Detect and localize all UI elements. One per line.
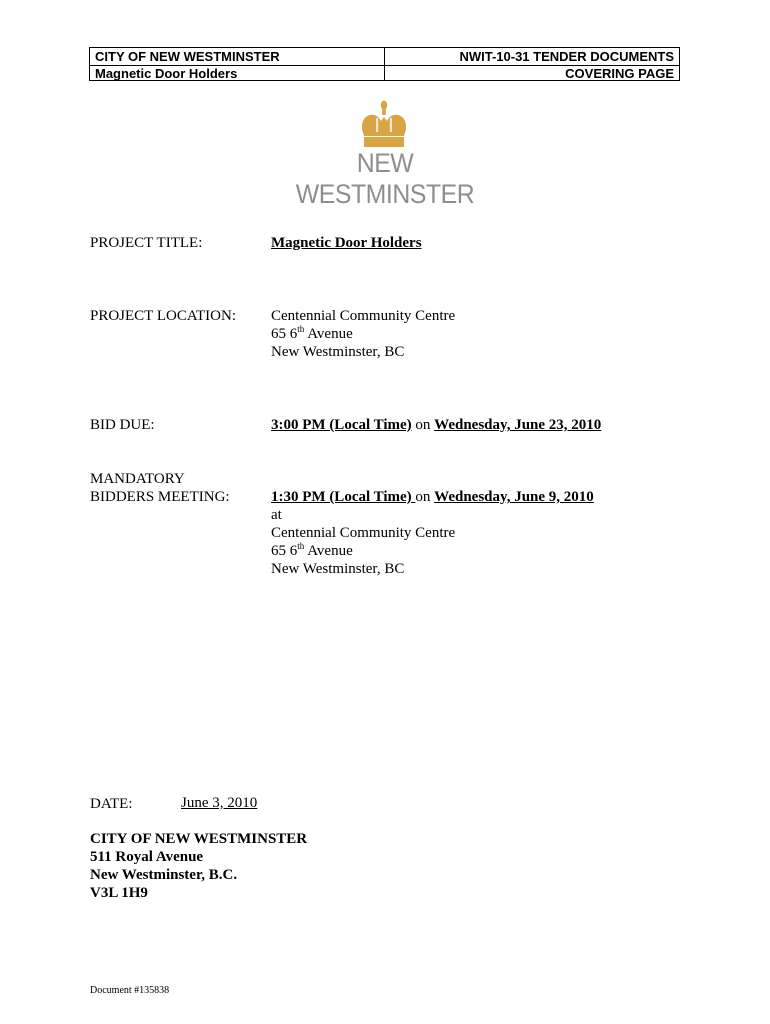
crown-icon	[360, 100, 408, 150]
meeting-date: Wednesday, June 9, 2010	[434, 489, 594, 505]
date-label: DATE:	[90, 796, 133, 812]
project-location-value	[271, 307, 455, 361]
bid-due-time: 3:00 PM (Local Time)	[271, 417, 412, 433]
date-value: June 3, 2010	[181, 795, 258, 811]
meeting-street: 65 6th Avenue	[271, 541, 353, 559]
header-doc-code: NWIT-10-31 TENDER DOCUMENTS	[459, 49, 674, 64]
bid-due-date: Wednesday, June 23, 2010	[434, 417, 602, 433]
bid-due-label: BID DUE:	[90, 417, 155, 433]
meeting-city: New Westminster, BC	[271, 561, 405, 577]
logo-text: NEW WESTMINSTER	[295, 148, 475, 209]
header-org: CITY OF NEW WESTMINSTER	[95, 49, 280, 64]
project-location-label: PROJECT LOCATION:	[90, 308, 236, 324]
bid-due-value: 3:00 PM (Local Time) on Wednesday, June 23, 2010	[271, 417, 602, 433]
city-logo	[256, 100, 514, 209]
location-line1: Centennial Community Centre	[271, 308, 456, 324]
location-street: 65 6th Avenue	[271, 324, 353, 342]
city-address: CITY OF NEW WESTMINSTER 511 Royal Avenue New Westminster, B.C. V3L 1H9	[90, 831, 308, 901]
header-project: Magnetic Door Holders	[90, 65, 384, 82]
mandatory-meeting-label: MANDATORY BIDDERS MEETING:	[90, 471, 230, 505]
location-city: New Westminster, BC	[271, 344, 405, 360]
document-number: Document #135838	[90, 985, 170, 996]
project-title-value: Magnetic Door Holders	[271, 235, 422, 251]
header-page-name: COVERING PAGE	[385, 65, 679, 82]
project-title-label: PROJECT TITLE:	[90, 235, 203, 251]
header-left-cell	[90, 48, 385, 80]
header-right-cell	[385, 48, 679, 80]
meeting-place: Centennial Community Centre	[271, 525, 456, 541]
header-table	[89, 47, 680, 81]
mandatory-meeting-value: 1:30 PM (Local Time) on Wednesday, June 9, 2010 at Centennial Community Centre 65 6th Avenue New Westminster, BC	[271, 489, 594, 577]
meeting-time: 1:30 PM (Local Time)	[271, 489, 416, 505]
